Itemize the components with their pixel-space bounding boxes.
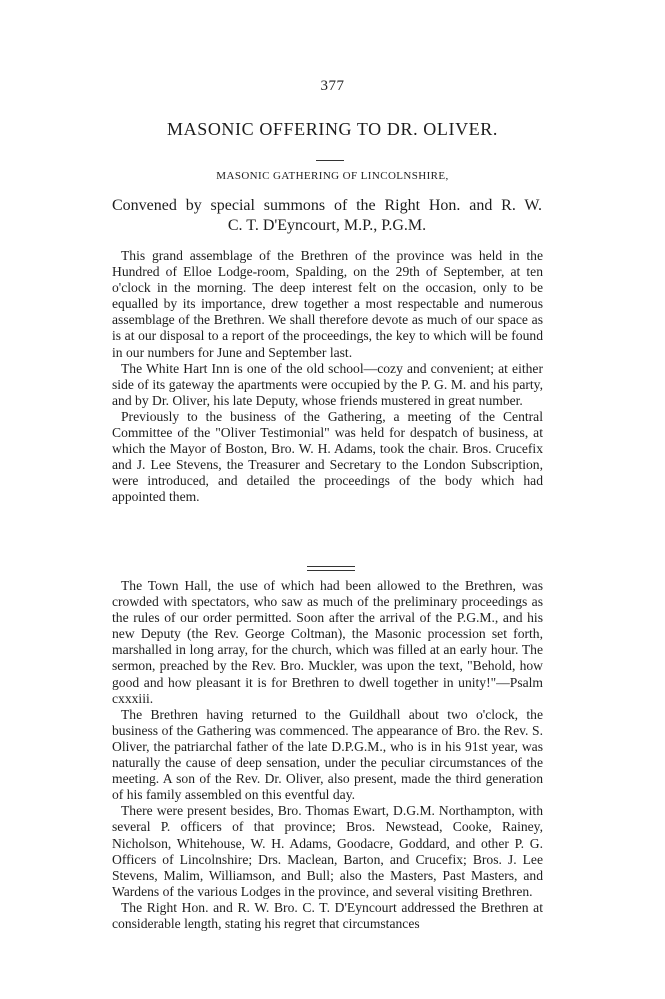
subheading: MASONIC GATHERING OF LINCOLNSHIRE,	[216, 170, 449, 182]
paragraph: The Brethren having returned to the Guildhall about two o'clock, the business of the Gathering was commenced. The appearance of Bro. the Rev. S. Oliver, the patriarchal father of the late D.P.G.M., who is in his 91st year, was naturally the cause of deep sensation, under the peculiar circumstances of the meeting. A son of the Rev. Dr. Oliver, also present, made the third generation of his family assembled on this eventful day.	[112, 706, 543, 803]
paragraph: The Town Hall, the use of which had been allowed to the Brethren, was crowded with spectators, who saw as much of the preliminary proceedings as the rules of our order permitted. Soon after the arrival of the P.G.M., and his new Deputy (the Rev. George Coltman), the Masonic procession set forth, marshalled in long array, for the church, which was filled at an early hour. The sermon, preached by the Rev. Bro. Muckler, was upon the text, "Behold, how good and how pleasant it is for Brethren to dwell together in unity!"—Psalm cxxxiii.	[112, 578, 543, 706]
section-divider	[307, 566, 355, 571]
paragraph: Previously to the business of the Gathering, a meeting of the Central Committee of the "Oliver Testimonial" was held for despatch of business, at which the Mayor of Boston, Bro. W. H. Adams, took the chair. Bros. Crucefix and J. Lee Stevens, the Treasurer and Secretary to the London Subscription, were introduced, and detailed the proceedings of the body which had appointed them.	[112, 408, 543, 505]
paragraph: The Right Hon. and R. W. Bro. C. T. D'Eyncourt addressed the Brethren at considerable length, stating his regret that circumstances	[112, 899, 543, 931]
paragraph: This grand assemblage of the Brethren of the province was held in the Hundred of Elloe Lodge-room, Spalding, on the 29th of September, at ten o'clock in the morning. The deep interest felt on the occasion, only to be equalled by its importance, drew together a most respectable and numerous assemblage of the Brethren. We shall therefore devote as much of our space as is at our disposal to a report of the proceedings, the key to which will be found in our numbers for June and September last.	[112, 248, 543, 360]
convened-line-2: C. T. D'Eyncourt, M.P., P.G.M.	[227, 217, 427, 234]
paragraph: The White Hart Inn is one of the old school—cozy and convenient; at either side of its gateway the apartments were occupied by the P. G. M. and his party, and by Dr. Oliver, his late Deputy, whose friends mustered in great number.	[112, 360, 543, 408]
body-section-1	[112, 248, 543, 506]
convened-line-1: Convened by special summons of the Right Hon. and R. W.	[112, 197, 542, 214]
body-section-2	[112, 578, 543, 932]
convened-statement	[112, 196, 542, 236]
paragraph: There were present besides, Bro. Thomas Ewart, D.G.M. Northampton, with several P. officers of that province; Bros. Newstead, Cooke, Rainey, Nicholson, Whitehouse, W. H. Adams, Goodacre, Goddard, and other P. G. Officers of Lincolnshire; Drs. Maclean, Barton, and Crucefix; Bros. J. Lee Stevens, Malim, Williamson, and Bull; also the Masters, Past Masters, and Wardens of the various Lodges in the province, and several visiting Brethren.	[112, 803, 543, 899]
article-title: MASONIC OFFERING TO DR. OLIVER.	[167, 119, 498, 139]
title-rule	[316, 160, 344, 161]
page-number: 377	[320, 78, 345, 94]
